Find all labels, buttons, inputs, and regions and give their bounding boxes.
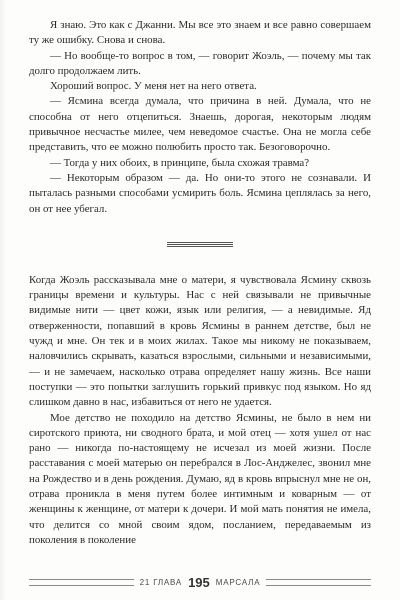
paragraph: Я знаю. Это как с Джанни. Мы все это знаем и все равно совершаем ту же ошибку. Снова и снова. — [29, 19, 371, 47]
paragraph: Хороший вопрос. У меня нет на него ответа. — [50, 80, 257, 93]
paragraph: — Но вообще-то вопрос в том, — говорит Жоэль, — почему мы так долго продолжаем лить. — [29, 49, 371, 77]
section-divider — [29, 217, 371, 273]
footer-rule-right — [266, 579, 371, 586]
page-number: 195 — [188, 575, 210, 590]
running-footer — [29, 575, 371, 590]
paragraph: — Тогда у них обоих, в принципе, была схожая травма? — [50, 156, 310, 169]
ornament-divider-icon — [167, 241, 233, 249]
page-text — [29, 18, 371, 548]
running-title: МАРСАЛА — [215, 578, 261, 587]
footer-rule-left — [29, 579, 134, 586]
dialogue-section — [29, 18, 371, 217]
paragraph: — Ясмина всегда думала, что причина в ней. Думала, что не способна от него отцепиться. Знаешь, дорогая, некоторым людям привычное несчастье милее, чем неведомое счастье. Она не могла себе представить, что ее можно полюбить просто так. Безоговорочно. — [29, 95, 371, 154]
paragraph: — Некоторым образом — да. Но они-то этого не сознавали. И пыталась разными способами усмирить боль. Ясмина цеплялась за него, он от нее убегал. — [29, 171, 371, 215]
chapter-label: 21 ГЛАВА — [139, 578, 183, 587]
paragraph: Мое детство не походило на детство Ясмины, не было в нем ни сиротского приюта, ни сводного брата, и мой отец — хотя ушел от нас рано — никогда по-настоящему не исчезал из моей жизни. После расставания с моей матерью он перебрался в Лос-Анджелес, звонил мне на Рождество и в день рождения. Думаю, яд в кровь впрыснул мне не он, отрава проникла в меня путем более интимным и коварным — от женщины к женщине, от матери к дочери. И мой мать понятия не имела, что делится со мной своим ядом, посланием, передаваемым из поколения в поколение — [29, 411, 371, 546]
paragraph: Когда Жоэль рассказывала мне о матери, я чувствовала Ясмину сквозь границы времени и культуры. Нас с ней связывали не привычные видимые нити — цвет кожи, язык или религия, — а невидимые. Яд отверженности, попавший в кровь Ясмины в раннем детстве, был не чужд и мне. Он тек и в моих жилах. Такое мы никому не показываем, наловчились скрывать, казаться взрослыми, сильными и независимыми, — и не замечаем, насколько отрава определяет нашу жизнь. Все наши поступки — это попытки заглушить горький привкус под языком. Но яд слишком давно в нас, избавиться от него не удается. — [29, 273, 371, 409]
